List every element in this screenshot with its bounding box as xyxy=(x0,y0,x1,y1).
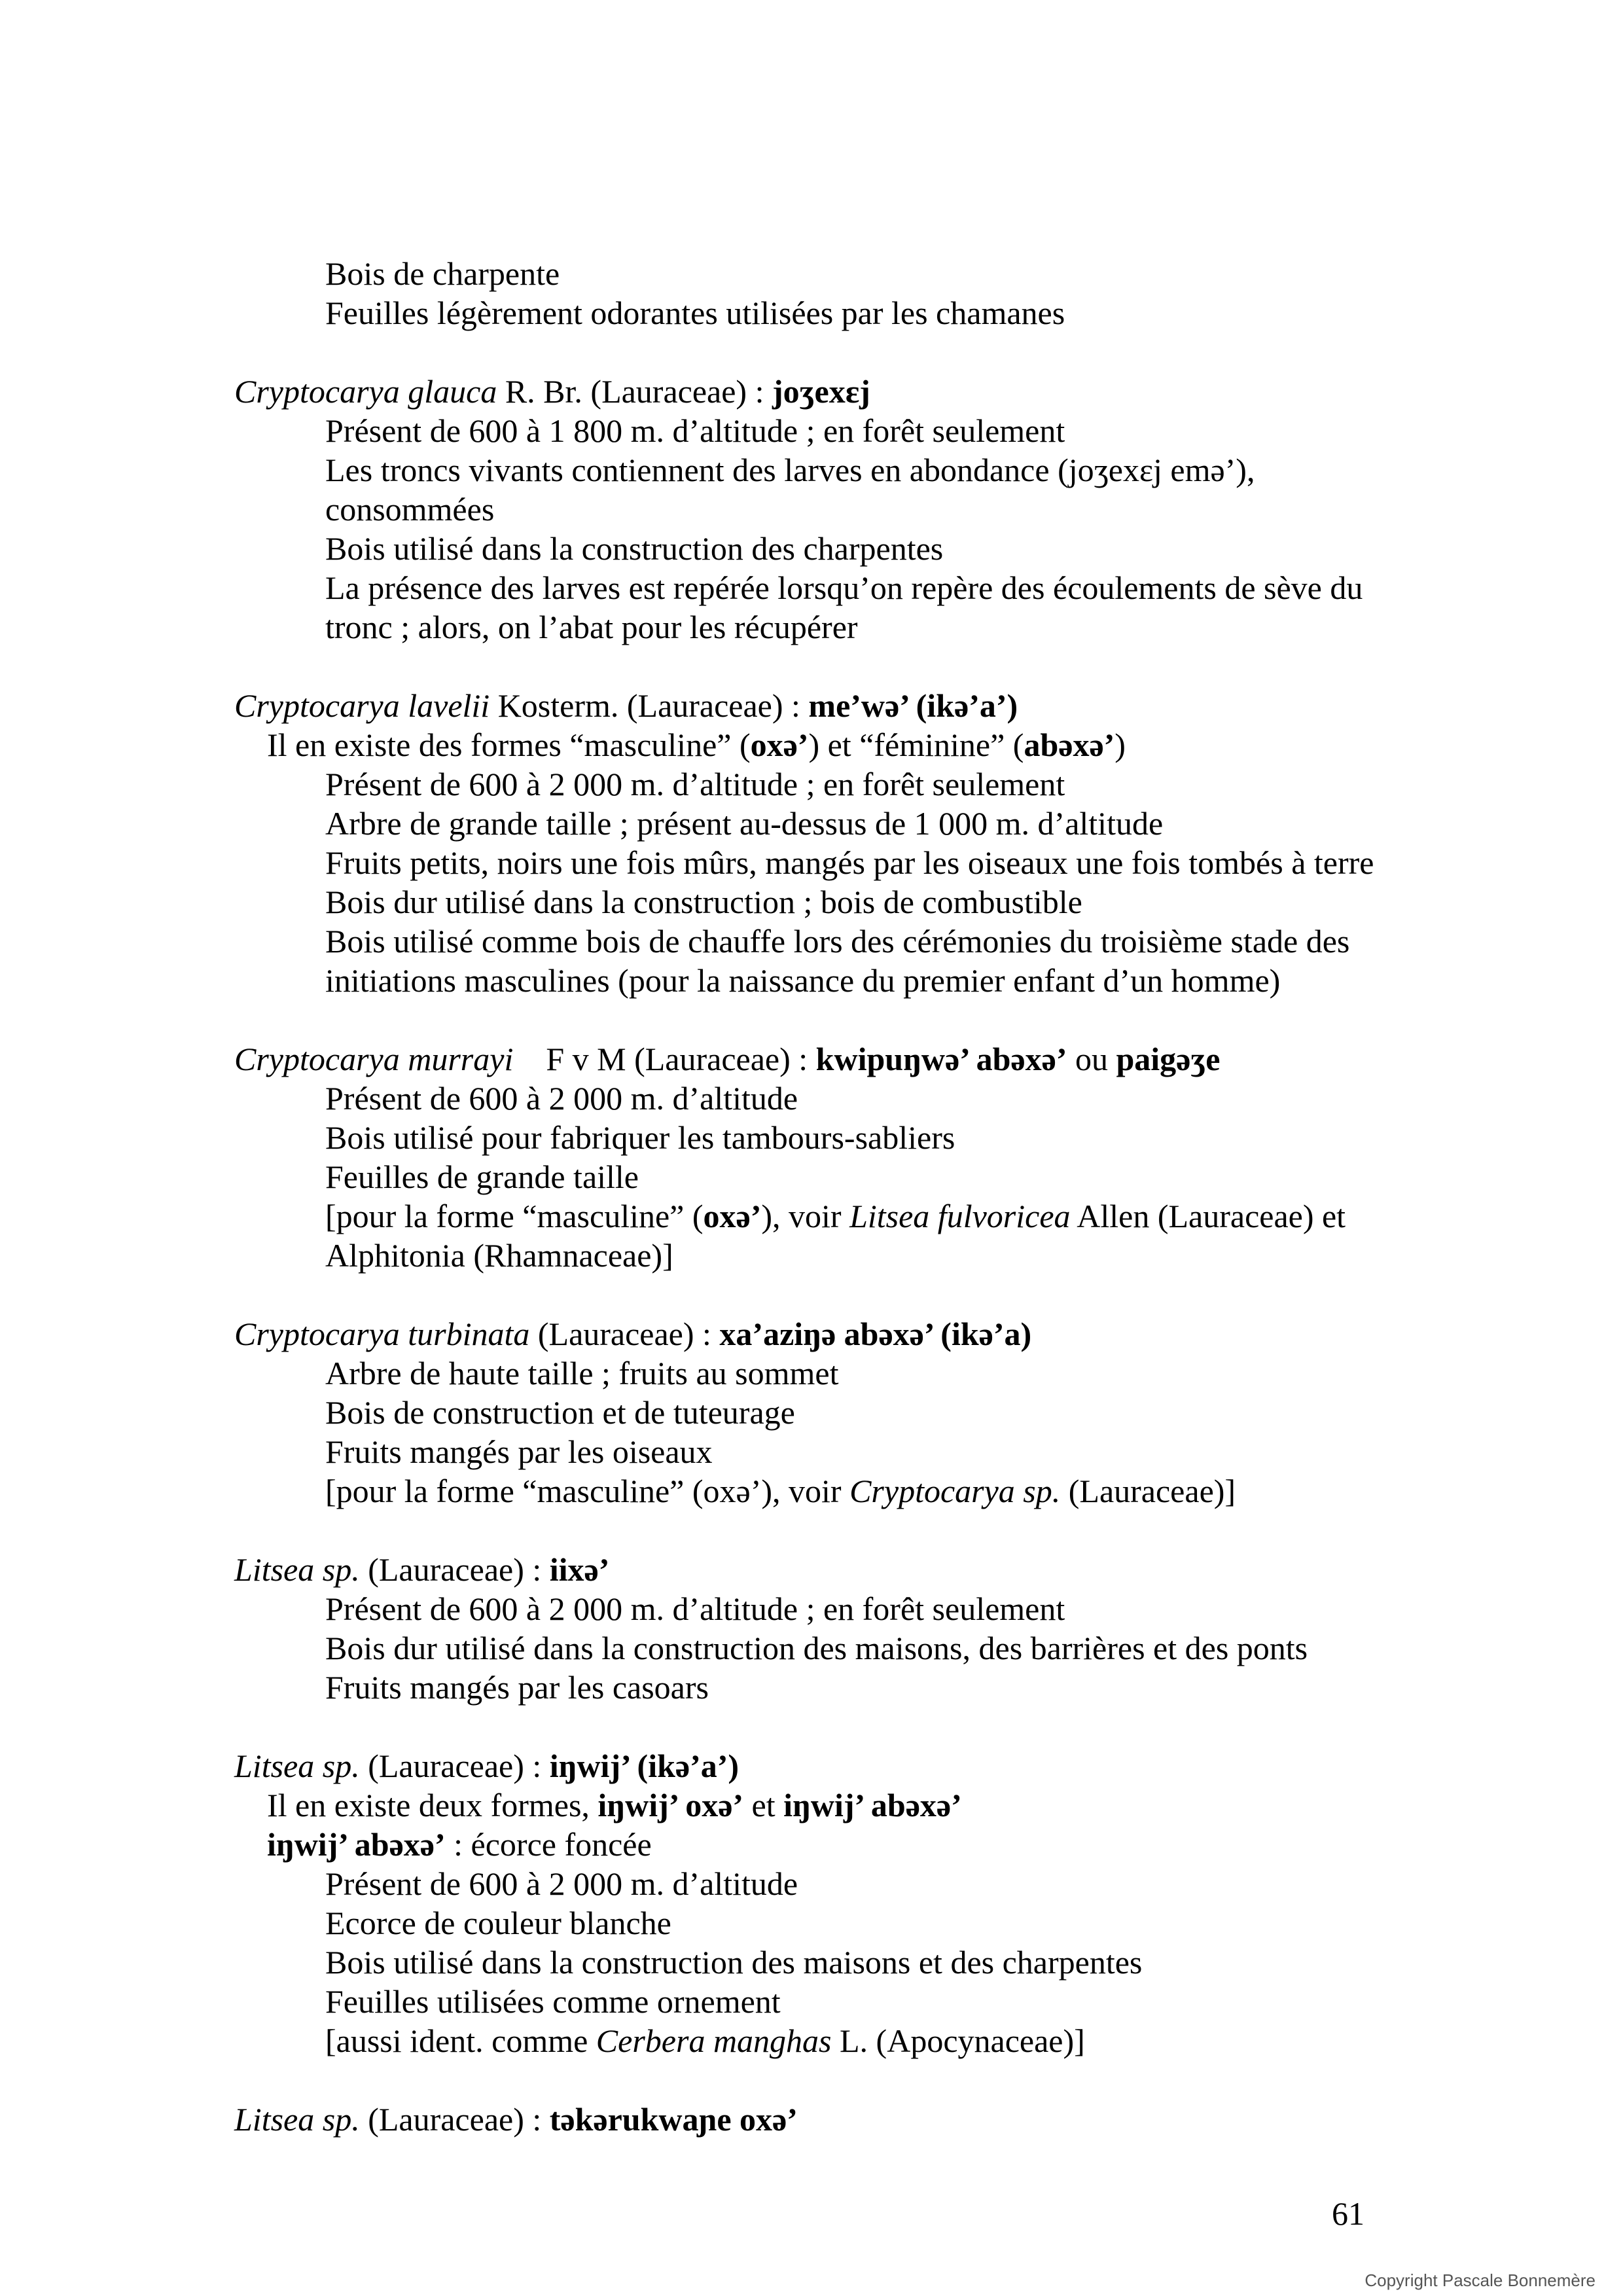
text-segment: Cryptocarya turbinata xyxy=(234,1316,530,1352)
text-segment: Présent de 600 à 2 000 m. d’altitude xyxy=(325,1080,798,1117)
text-segment: initiations masculines (pour la naissance du premier enfant d’un homme) xyxy=(325,962,1281,999)
species-heading xyxy=(0,1314,1623,1354)
entry-line xyxy=(0,2021,1623,2060)
species-heading xyxy=(0,1550,1623,1589)
text-segment: Cryptocarya lavelii xyxy=(234,687,490,724)
text-segment: L. (Apocynaceae)] xyxy=(831,2022,1085,2059)
text-segment: Cryptocarya murrayi xyxy=(234,1041,514,1077)
species-entry xyxy=(0,2100,1623,2139)
entry-line xyxy=(0,882,1623,922)
entry-line xyxy=(0,1589,1623,1628)
text-segment: iŋwij’ abəxə’ xyxy=(267,1826,446,1863)
entry-line xyxy=(0,529,1623,568)
text-segment: [pour la forme “masculine” (oxə’), voir xyxy=(325,1473,850,1509)
species-heading xyxy=(0,686,1623,725)
entry-line xyxy=(0,1393,1623,1432)
entry-line xyxy=(0,1079,1623,1118)
text-segment: Litsea fulvoricea xyxy=(849,1198,1071,1234)
entry-line xyxy=(0,1668,1623,1707)
text-segment: Alphitonia (Rhamnaceae)] xyxy=(325,1237,673,1274)
text-segment: oxə’ xyxy=(750,726,809,763)
text-segment: Il en existe deux formes, xyxy=(267,1787,598,1823)
text-segment: Cryptocarya glauca xyxy=(234,373,497,410)
entry-line xyxy=(0,1785,1623,1825)
entry-line xyxy=(0,1982,1623,2021)
text-segment: xa’aziŋə abəxə’ (ikə’a) xyxy=(719,1316,1032,1352)
text-segment: oxə’ xyxy=(703,1198,762,1234)
text-segment: Bois utilisé pour fabriquer les tambours-sabliers xyxy=(325,1119,955,1156)
text-segment: Litsea sp. xyxy=(234,2101,360,2138)
text-segment: Fruits petits, noirs une fois mûrs, mangés par les oiseaux une fois tombés à terre xyxy=(325,844,1374,881)
text-segment: Bois de construction et de tuteurage xyxy=(325,1394,795,1431)
text-segment: me’wə’ (ikə’a’) xyxy=(808,687,1018,724)
text-segment: consommées xyxy=(325,491,495,528)
text-segment: ) xyxy=(1115,726,1126,763)
text-segment: paigəʒe xyxy=(1116,1041,1221,1077)
text-segment: Cerbera manghas xyxy=(596,2022,832,2059)
text-segment: tronc ; alors, on l’abat pour les récupérer xyxy=(325,609,858,645)
species-entry xyxy=(0,372,1623,647)
text-segment: Cryptocarya sp. xyxy=(849,1473,1061,1509)
text-segment: : écorce foncée xyxy=(445,1826,652,1863)
entry-line xyxy=(0,1864,1623,1903)
text-segment: Il en existe des formes “masculine” ( xyxy=(267,726,751,763)
entry-line xyxy=(0,804,1623,843)
text-segment: kwipuŋwə’ abəxə’ xyxy=(815,1041,1067,1077)
text-segment: Feuilles utilisées comme ornement xyxy=(325,1983,781,2020)
species-heading xyxy=(0,1039,1623,1079)
text-segment: Arbre de grande taille ; présent au-dessus de 1 000 m. d’altitude xyxy=(325,805,1164,842)
text-segment: Les troncs vivants contiennent des larves en abondance (joʒexɛj emə’), xyxy=(325,452,1255,488)
text-segment: (Lauraceae) : xyxy=(359,2101,550,2138)
text-segment: Feuilles de grande taille xyxy=(325,1158,639,1195)
text-segment: Arbre de haute taille ; fruits au sommet xyxy=(325,1355,839,1391)
text-segment: Bois utilisé dans la construction des charpentes xyxy=(325,530,944,567)
species-heading xyxy=(0,2100,1623,2139)
entry-line xyxy=(0,411,1623,450)
text-segment: Allen (Lauraceae) et xyxy=(1070,1198,1346,1234)
entry-line xyxy=(0,1628,1623,1668)
text-segment: Présent de 600 à 2 000 m. d’altitude ; en forêt seulement xyxy=(325,1590,1065,1627)
text-segment: Kosterm. (Lauraceae) : xyxy=(490,687,809,724)
entry-line xyxy=(0,568,1623,607)
text-segment: Présent de 600 à 1 800 m. d’altitude ; en forêt seulement xyxy=(325,412,1065,449)
text-segment: Fruits mangés par les casoars xyxy=(325,1669,709,1706)
species-entry xyxy=(0,1550,1623,1707)
entry-line xyxy=(0,725,1623,764)
intro-line: Bois de charpente xyxy=(325,255,560,292)
entry-line xyxy=(0,1196,1623,1236)
entry-line xyxy=(0,843,1623,882)
entry-line xyxy=(0,1432,1623,1471)
text-segment: iŋwij’ abəxə’ xyxy=(783,1787,962,1823)
species-heading xyxy=(0,372,1623,411)
entry-line xyxy=(0,1236,1623,1275)
text-segment: ), voir xyxy=(761,1198,850,1234)
text-segment: La présence des larves est repérée lorsqu’on repère des écoulements de sève du xyxy=(325,569,1363,606)
entry-line xyxy=(0,1825,1623,1864)
entry-line xyxy=(0,961,1623,1000)
entry-line xyxy=(0,1471,1623,1511)
entry-line xyxy=(0,450,1623,490)
text-segment: et xyxy=(743,1787,784,1823)
text-segment: Bois utilisé dans la construction des maisons et des charpentes xyxy=(325,1944,1143,1981)
species-heading xyxy=(0,1746,1623,1785)
text-segment: Bois utilisé comme bois de chauffe lors des cérémonies du troisième stade des xyxy=(325,923,1350,960)
text-segment: Présent de 600 à 2 000 m. d’altitude xyxy=(325,1865,798,1902)
entry-line xyxy=(0,1354,1623,1393)
text-segment: iŋwij’ oxə’ xyxy=(597,1787,744,1823)
species-entry xyxy=(0,1746,1623,2060)
entry-line xyxy=(0,922,1623,961)
text-segment: Fruits mangés par les oiseaux xyxy=(325,1433,713,1470)
text-segment: abəxə’ xyxy=(1024,726,1115,763)
text-segment: joʒexɛj xyxy=(772,373,870,410)
intro-line: Feuilles légèrement odorantes utilisées par les chamanes xyxy=(325,295,1065,331)
text-segment: (Lauraceae) : xyxy=(359,1748,550,1784)
entry-line xyxy=(0,1157,1623,1196)
text-segment: Ecorce de couleur blanche xyxy=(325,1905,671,1941)
text-segment: (Lauraceae) : xyxy=(359,1551,550,1588)
species-entry xyxy=(0,1039,1623,1275)
text-segment: ) et “féminine” ( xyxy=(808,726,1024,763)
text-segment: R. Br. (Lauraceae) : xyxy=(497,373,772,410)
text-segment: F v M (Lauraceae) : xyxy=(513,1041,816,1077)
text-segment: ou xyxy=(1067,1041,1116,1077)
text-segment: Litsea sp. xyxy=(234,1748,360,1784)
text-segment: Bois dur utilisé dans la construction ; bois de combustible xyxy=(325,884,1082,920)
text-segment: (Lauraceae) : xyxy=(529,1316,720,1352)
species-entry xyxy=(0,1314,1623,1511)
entry-line xyxy=(0,1943,1623,1982)
text-segment: [aussi ident. comme xyxy=(325,2022,596,2059)
species-entry xyxy=(0,686,1623,1000)
text-segment: (Lauraceae)] xyxy=(1060,1473,1236,1509)
document-content xyxy=(0,254,1623,2139)
copyright-notice: Copyright Pascale Bonnemère xyxy=(1364,2270,1596,2290)
text-segment: Litsea sp. xyxy=(234,1551,360,1588)
entry-line xyxy=(0,1118,1623,1157)
page-number: 61 xyxy=(1332,2195,1364,2232)
text-segment: [pour la forme “masculine” ( xyxy=(325,1198,704,1234)
text-segment: iixə’ xyxy=(549,1551,610,1588)
text-segment: Présent de 600 à 2 000 m. d’altitude ; en forêt seulement xyxy=(325,766,1065,802)
text-segment: Bois dur utilisé dans la construction des maisons, des barrières et des ponts xyxy=(325,1630,1308,1666)
text-segment: iŋwij’ (ikə’a’) xyxy=(549,1748,740,1784)
entry-line xyxy=(0,764,1623,804)
entry-line xyxy=(0,490,1623,529)
entry-line xyxy=(0,1903,1623,1943)
text-segment: təkərukwaɲe oxə’ xyxy=(549,2101,798,2138)
entry-line xyxy=(0,607,1623,647)
